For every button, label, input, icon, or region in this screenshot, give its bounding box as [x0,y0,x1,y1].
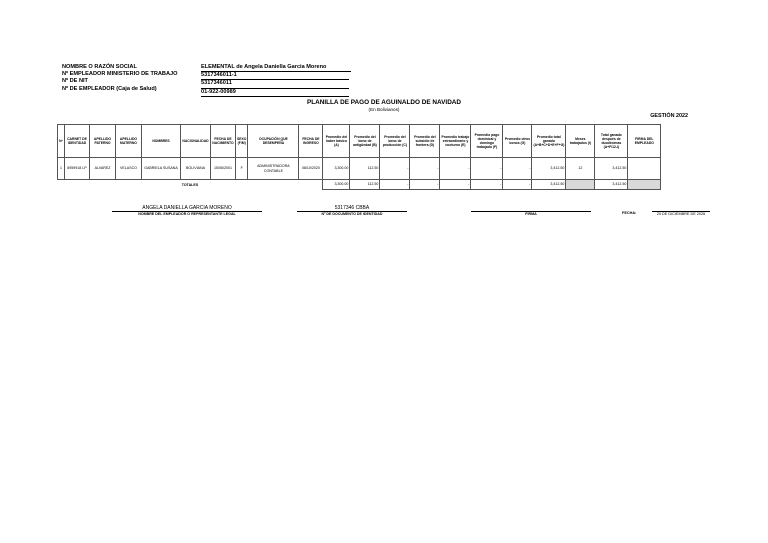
col-header: NOMBRES [142,125,181,158]
id-value: 5317346 CBBA [334,205,370,211]
fecha-label: FECHA: [622,211,637,215]
cell: 08/10/2020 [299,158,323,180]
cell: 12 [566,158,595,180]
cell: BOLIVIANA [181,158,211,180]
col-header: Promedio del bono de antigüedad (B) [350,125,380,158]
col-header: FECHA DE NACIMIENTO [211,125,236,158]
fecha-value: 20 DE DICIEMBRE DE 2026 [652,211,710,216]
employer-name-label: NOMBRE DEL EMPLEADOR O REPRESENTANTE LEGAL [138,212,236,216]
cell: 15/06/2001 [211,158,236,180]
total-cell: 3,300.00 [323,180,350,190]
page-title: PLANILLA DE PAGO DE AGUINALDO DE NAVIDAD [306,99,462,106]
col-header: APELLIDO PATERNO [90,125,116,158]
col-header: APELLIDO MATERNO [116,125,142,158]
cell: GABRIELA SUSANA [142,158,181,180]
label-razon-social: NOMBRE O RAZÓN SOCIAL [62,64,137,70]
value-razon-social: ELEMENTAL de Angela Daniella Garcia Moreno [201,64,351,72]
total-cell-shaded [566,180,595,190]
id-label: Nº DE DOCUMENTO DE IDENTIDAD [321,212,383,216]
cell: - [410,158,440,180]
totals-row [58,180,661,190]
cell: 1 [58,158,65,180]
aguinaldo-table [57,124,661,190]
cell: - [471,158,503,180]
label-empleador-mintrabajo: Nº EMPLEADOR MINISTERIO DE TRABAJO [62,71,178,78]
firma-label: FIRMA [525,212,537,216]
totals-label: TOTALES [181,182,199,187]
col-header: Promedio del bono de producción (C) [380,125,410,158]
cell: - [440,158,471,180]
total-cell: - [440,180,471,190]
table-row [58,158,661,180]
employer-name: ANGELA DANIELLA GARCIA MORENO [142,205,232,211]
value-nit: 5317346011 [201,80,349,88]
total-cell: - [410,180,440,190]
cell: VELASCO [116,158,142,180]
col-header: NACIONALIDAD [181,125,211,158]
cell: - [503,158,532,180]
label-nit: Nº DE NIT [62,78,88,85]
cell-firma [628,158,661,180]
total-cell: - [471,180,503,190]
cell: - [380,158,410,180]
employer-signature-block [112,205,262,216]
col-header: Promedio del subsidio de frontera (D) [410,125,440,158]
total-cell: - [380,180,410,190]
total-cell: - [503,180,532,190]
cell: ALVAREZ [90,158,116,180]
col-header: Promedio del haber básico (A) [323,125,350,158]
col-header: CARNET DE IDENTIDAD [65,125,90,158]
total-cell: 112.50 [350,180,380,190]
col-header: Meses trabajados (I) [566,125,595,158]
label-empleador-caja: Nº DE EMPLEADOR (Caja de Salud) [62,85,157,92]
col-header: FECHA DE INGRESO [299,125,323,158]
cell: 3,412.50 [532,158,566,180]
cell: 112.50 [350,158,380,180]
col-header: Promedio pago dominical y domingo trabajado (F) [471,125,503,158]
col-header: Total ganado después de duodécimas (A+F/12-I) [595,125,628,158]
total-cell-shaded [628,180,661,190]
page-subtitle: (En Bolivianos) [368,107,400,112]
col-header: Promedio total ganado (A+B+C+D+E+F+G) [532,125,566,158]
cell: 3,412.50 [595,158,628,180]
total-cell: 3,412.50 [532,180,566,190]
col-header: SEXO (F/M) [236,125,248,158]
cell: 6959918 LP [65,158,90,180]
table-header-row [58,125,661,158]
gestion-label: GESTIÓN 2022 [650,113,688,119]
value-empleador-caja: 01-922-00989 [201,89,349,97]
col-header: Nº [58,125,65,158]
cell: 3,300.00 [323,158,350,180]
employer-info-values [201,64,351,97]
firma-block [471,205,591,216]
total-cell: 3,412.50 [595,180,628,190]
col-header: OCUPACIÓN QUE DESEMPEÑA [248,125,299,158]
value-empleador-mintrabajo: 5317346011-1 [201,72,349,80]
col-header: FIRMA DEL EMPLEADO [628,125,661,158]
employer-info-labels [62,64,177,93]
cell: F [236,158,248,180]
cell: ADMINISTRADORA CONTABLE [248,158,299,180]
id-signature-block [297,205,407,216]
col-header: Promedio otros bonos (G) [503,125,532,158]
col-header: Promedio trabajo extraordinario y nocturno (E) [440,125,471,158]
